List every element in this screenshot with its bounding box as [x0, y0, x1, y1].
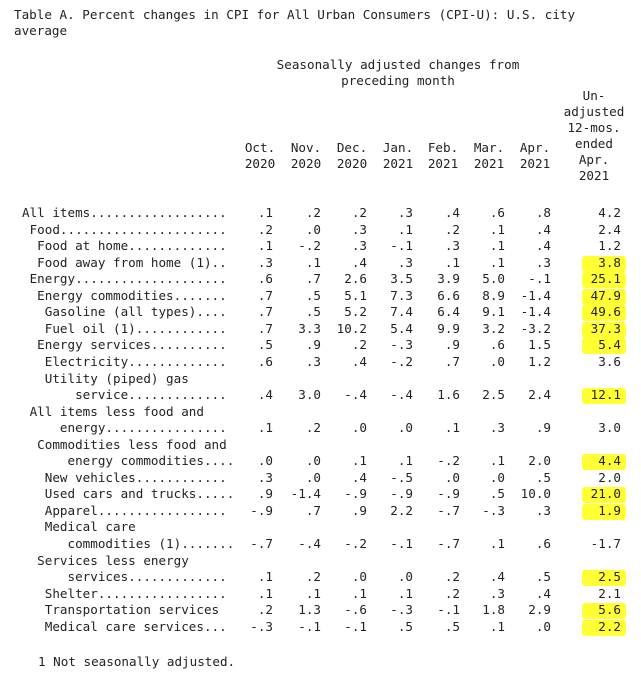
table-cell: .2 [305, 205, 321, 220]
table-cell: .1 [397, 585, 413, 601]
table-cell: .6 [535, 536, 551, 551]
column-header: Apr. [519, 140, 551, 155]
table-cell: .1 [397, 221, 413, 237]
row-label: energy................ [22, 420, 227, 436]
column-header: adjusted [563, 104, 625, 119]
table-cell: 3.9 [437, 271, 460, 287]
column-header: Un- [582, 88, 606, 103]
table-cell: .3 [535, 254, 551, 270]
table-cell: 1.2 [528, 353, 551, 369]
table-cell: .2 [257, 221, 273, 237]
row-label: Food...................... [22, 221, 227, 237]
table-cell: -.1 [344, 618, 367, 634]
table-cell: .9 [535, 420, 551, 436]
table-cell: .0 [489, 469, 505, 485]
table-cell: -.2 [390, 353, 413, 369]
table-cell: .4 [535, 585, 551, 601]
table-cell: 5.6 [598, 602, 621, 618]
row-label: Commodities less food and [22, 436, 227, 452]
table-cell: .0 [305, 453, 321, 469]
table-cell: .2 [351, 205, 367, 220]
table-cell: 2.4 [598, 221, 621, 237]
row-label: Used cars and trucks..... [22, 486, 235, 502]
table-cell: .4 [444, 205, 460, 220]
column-header: 2021 [519, 156, 551, 171]
table-cell: 7.4 [390, 304, 413, 320]
table-cell: -.2 [298, 238, 321, 254]
table-cell: .0 [351, 420, 367, 436]
row-label: Services less energy [22, 552, 189, 568]
column-header: 2020 [290, 156, 322, 171]
column-header: Nov. [290, 140, 322, 155]
table-cell: .6 [489, 205, 505, 220]
row-label: Food away from home (1).. [22, 254, 227, 270]
table-cell: .4 [257, 387, 273, 403]
table-cell: -.9 [250, 502, 273, 518]
table-cell: .5 [257, 337, 273, 353]
table-cell: .5 [444, 618, 460, 634]
table-cell: .1 [397, 453, 413, 469]
table-cell: 3.8 [598, 254, 621, 270]
table-cell: .4 [535, 221, 551, 237]
table-cell: 3.6 [598, 353, 621, 369]
column-header: 2020 [244, 156, 276, 171]
table-cell: 3.0 [298, 387, 321, 403]
table-cell: -1.7 [590, 536, 621, 551]
table-cell: -1.4 [520, 287, 551, 303]
table-cell: 37.3 [590, 320, 621, 336]
row-label: commodities (1)....... [22, 536, 235, 551]
table-cell: .7 [257, 320, 273, 336]
table-cell: .1 [257, 585, 273, 601]
table-cell: .1 [351, 585, 367, 601]
table-cell: -.2 [344, 536, 367, 551]
table-cell: 2.0 [528, 453, 551, 469]
table-cell: .1 [305, 254, 321, 270]
table-cell: 2.4 [528, 387, 551, 403]
table-cell: .3 [397, 205, 413, 220]
column-header: 2021 [473, 156, 505, 171]
table-cell: .1 [489, 238, 505, 254]
table-cell: 9.9 [437, 320, 460, 336]
table-cell: .7 [444, 353, 460, 369]
row-label: service............. [22, 387, 227, 403]
table-cell: -.4 [390, 387, 413, 403]
row-label: Energy commodities....... [22, 287, 227, 303]
table-cell: .3 [351, 238, 367, 254]
table-cell: .1 [305, 585, 321, 601]
table-cell: .2 [305, 569, 321, 585]
table-cell: -.1 [390, 536, 413, 551]
table-cell: -.4 [344, 387, 367, 403]
table-cell: .0 [397, 569, 413, 585]
table-cell: 2.1 [598, 585, 621, 601]
table-cell: 2.5 [482, 387, 505, 403]
table-cell: -.1 [528, 271, 551, 287]
row-label: Electricity............. [22, 353, 227, 369]
row-label: New vehicles............ [22, 469, 227, 485]
table-cell: -.6 [344, 602, 367, 618]
table-cell: -.1 [390, 238, 413, 254]
footnote: 1 Not seasonally adjusted. [38, 654, 236, 669]
row-label: All items.................. [22, 205, 227, 220]
table-cell: -.1 [437, 602, 460, 618]
table-cell: .0 [257, 453, 273, 469]
table-cell: 4.2 [598, 205, 621, 220]
table-cell: 10.0 [520, 486, 551, 502]
table-cell: .5 [305, 304, 321, 320]
table-cell: .2 [444, 585, 460, 601]
table-cell: .2 [444, 221, 460, 237]
table-cell: 1.6 [437, 387, 460, 403]
table-cell: 5.4 [598, 337, 621, 353]
table-cell: 7.3 [390, 287, 413, 303]
table-cell: .5 [305, 287, 321, 303]
column-header: 2020 [336, 156, 368, 171]
row-label: Energy services.......... [22, 337, 227, 353]
table-cell: .1 [489, 221, 505, 237]
table-title-line2: average [14, 23, 68, 38]
table-cell: .1 [489, 453, 505, 469]
column-header: Mar. [473, 140, 505, 155]
table-cell: -.3 [390, 602, 413, 618]
table-cell: .3 [351, 221, 367, 237]
table-cell: .1 [489, 618, 505, 634]
table-cell: .0 [305, 469, 321, 485]
table-cell: .0 [305, 221, 321, 237]
column-header: 12-mos. [567, 120, 621, 135]
table-cell: .3 [305, 353, 321, 369]
row-label: Utility (piped) gas [22, 370, 189, 386]
table-cell: 21.0 [590, 486, 621, 502]
table-cell: 1.2 [598, 238, 621, 254]
table-cell: .5 [535, 469, 551, 485]
table-cell: 2.0 [598, 469, 621, 485]
table-cell: -.4 [298, 536, 321, 551]
table-cell: 4.4 [598, 453, 621, 469]
table-cell: .0 [489, 353, 505, 369]
table-cell: .3 [257, 254, 273, 270]
table-cell: 2.2 [598, 618, 621, 634]
table-cell: .2 [351, 337, 367, 353]
table-cell: -1.4 [290, 486, 321, 502]
table-cell: 6.4 [437, 304, 460, 320]
table-cell: 3.0 [598, 420, 621, 436]
table-cell: .2 [444, 569, 460, 585]
table-cell: -.3 [390, 337, 413, 353]
table-cell: .5 [489, 486, 505, 502]
table-cell: .1 [444, 254, 460, 270]
table-cell: 6.6 [437, 287, 460, 303]
table-cell: -1.4 [520, 304, 551, 320]
table-cell: 1.3 [298, 602, 321, 618]
seasonally-adjusted-header-line2: preceding month [341, 73, 455, 88]
table-cell: .1 [257, 569, 273, 585]
table-cell: 5.2 [344, 304, 367, 320]
table-cell: .8 [535, 205, 551, 220]
table-cell: .2 [257, 602, 273, 618]
column-header: 2021 [427, 156, 459, 171]
table-cell: .4 [351, 353, 367, 369]
table-cell: .3 [444, 238, 460, 254]
table-cell: 2.6 [344, 271, 367, 287]
table-cell: .6 [489, 337, 505, 353]
row-label: services............. [22, 569, 227, 585]
table-cell: .2 [305, 420, 321, 436]
table-cell: .9 [257, 486, 273, 502]
row-label: Medical care services... [22, 618, 227, 634]
table-cell: 2.2 [390, 502, 413, 518]
table-cell: .1 [257, 238, 273, 254]
table-cell: -.7 [437, 502, 460, 518]
table-cell: .1 [257, 205, 273, 220]
table-cell: .7 [305, 271, 321, 287]
table-cell: .1 [257, 420, 273, 436]
table-cell: -.9 [390, 486, 413, 502]
table-cell: .4 [535, 238, 551, 254]
column-header: 2021 [578, 168, 610, 183]
table-cell: 1.9 [598, 502, 621, 518]
table-cell: .3 [257, 469, 273, 485]
row-label: Apparel................. [22, 502, 227, 518]
table-cell: 2.5 [598, 569, 621, 585]
table-cell: .6 [257, 353, 273, 369]
table-cell: .7 [257, 304, 273, 320]
table-cell: -.5 [390, 469, 413, 485]
column-header: Jan. [382, 140, 414, 155]
row-label: Gasoline (all types).... [22, 304, 227, 320]
table-cell: .7 [257, 287, 273, 303]
table-title-line1: Table A. Percent changes in CPI for All Urban Consumers (CPI-U): U.S. city [14, 7, 576, 22]
table-cell: -.1 [298, 618, 321, 634]
table-cell: 10.2 [336, 320, 367, 336]
table-cell: .0 [444, 469, 460, 485]
row-label: Food at home............. [22, 238, 227, 254]
table-cell: .3 [489, 585, 505, 601]
table-cell: 9.1 [482, 304, 505, 320]
table-cell: .9 [351, 502, 367, 518]
table-cell: 47.9 [590, 287, 621, 303]
table-cell: 8.9 [482, 287, 505, 303]
table-cell: -.9 [437, 486, 460, 502]
table-cell: -.3 [250, 618, 273, 634]
seasonally-adjusted-header-line1: Seasonally adjusted changes from [276, 57, 520, 72]
row-label: All items less food and [22, 403, 204, 419]
table-cell: .0 [397, 420, 413, 436]
row-label: Transportation services [22, 602, 220, 618]
table-cell: .3 [489, 420, 505, 436]
table-cell: .4 [351, 254, 367, 270]
table-cell: -.2 [437, 453, 460, 469]
table-cell: -.3 [482, 502, 505, 518]
table-cell: 12.1 [590, 387, 621, 403]
table-cell: -3.2 [520, 320, 551, 336]
column-header: 2021 [382, 156, 414, 171]
table-cell: 3.2 [482, 320, 505, 336]
table-cell: -.9 [344, 486, 367, 502]
table-cell: 5.4 [390, 320, 413, 336]
column-header: Dec. [336, 140, 368, 155]
table-cell: 49.6 [590, 304, 621, 320]
table-cell: 3.5 [390, 271, 413, 287]
table-cell: .6 [257, 271, 273, 287]
table-cell: .0 [535, 618, 551, 634]
table-cell: .1 [351, 453, 367, 469]
table-cell: 5.0 [482, 271, 505, 287]
column-header: ended [575, 136, 613, 151]
table-cell: .0 [351, 569, 367, 585]
table-cell: 25.1 [590, 271, 621, 287]
table-cell: .7 [305, 502, 321, 518]
row-label: Medical care [22, 519, 136, 535]
table-cell: -.7 [250, 536, 273, 551]
table-cell: .3 [397, 254, 413, 270]
table-cell: .5 [397, 618, 413, 634]
row-label: energy commodities.... [22, 453, 235, 469]
table-cell: 2.9 [528, 602, 551, 618]
row-label: Shelter................. [22, 585, 227, 601]
column-header: Oct. [244, 140, 276, 155]
table-cell: 5.1 [344, 287, 367, 303]
row-label: Fuel oil (1)............ [22, 320, 227, 336]
table-cell: 3.3 [298, 320, 321, 336]
table-cell: 1.5 [528, 337, 551, 353]
row-label: Energy.................... [22, 271, 227, 287]
table-cell: 1.8 [482, 602, 505, 618]
table-cell: .3 [535, 502, 551, 518]
table-cell: .4 [351, 469, 367, 485]
table-cell: .1 [489, 254, 505, 270]
table-cell: .9 [305, 337, 321, 353]
column-header: Feb. [427, 140, 459, 155]
table-cell: .1 [444, 420, 460, 436]
table-cell: .9 [444, 337, 460, 353]
table-cell: .4 [489, 569, 505, 585]
table-cell: .5 [535, 569, 551, 585]
table-cell: .1 [489, 536, 505, 551]
table-cell: -.7 [437, 536, 460, 551]
column-header: Apr. [578, 152, 610, 167]
